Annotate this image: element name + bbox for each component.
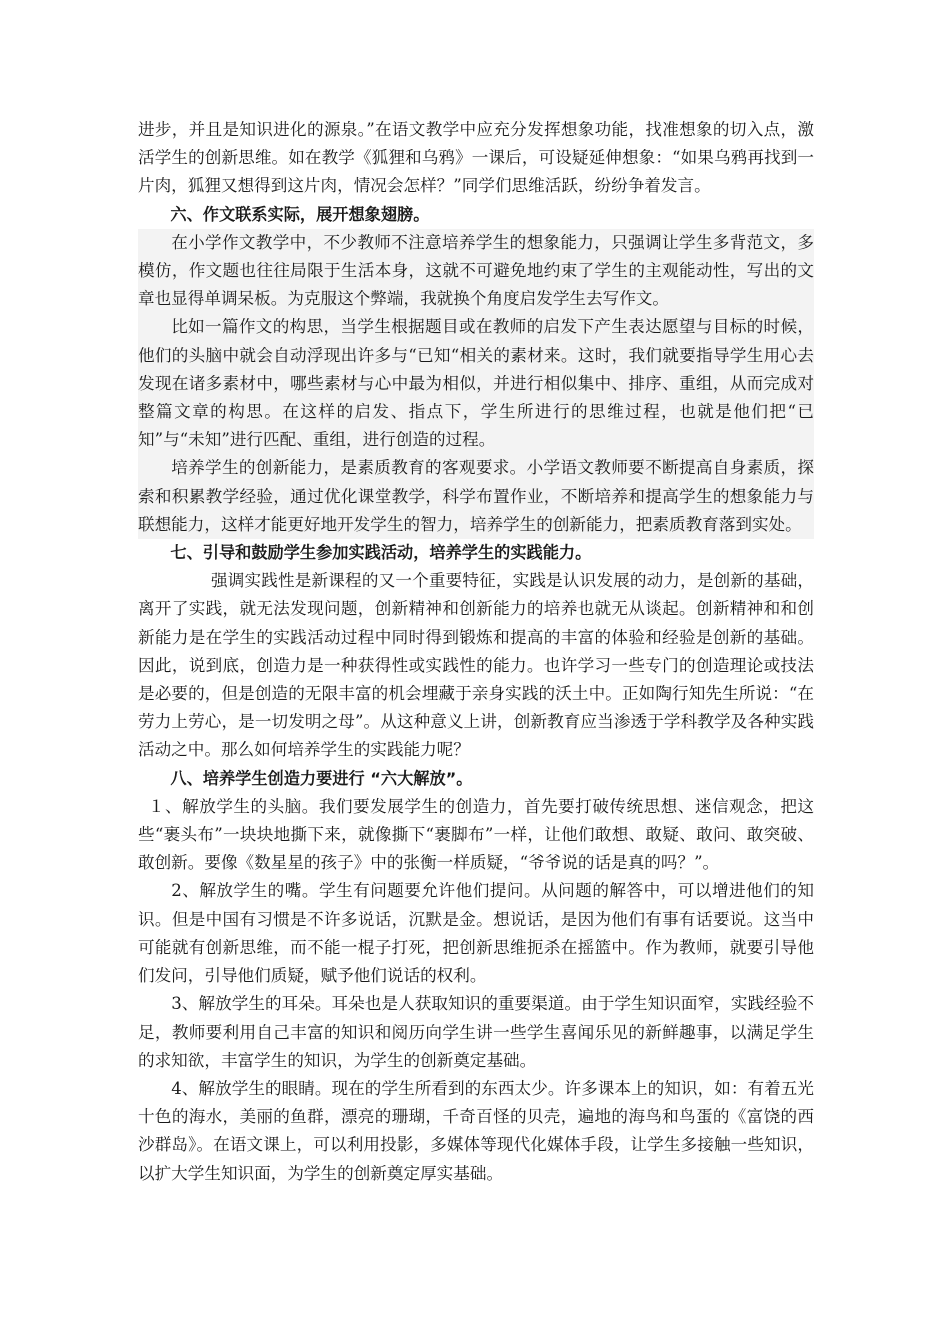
shaded-block xyxy=(138,229,814,539)
paragraph-liberate-mouth: 2、解放学生的嘴。学生有问题要允许他们提问。从问题的解答中，可以增进他们的知识。但是中国有习惯是不许多说话，沉默是金。想说话，是因为他们有事有话要说。这当中可能就有创新思维，而不能一棍子打死，把创新思维扼杀在摇篮中。作为教师，就要引导他们发问，引导他们质疑，赋予他们说话的权利。 xyxy=(138,881,814,986)
paragraph-innovation-ability: 培养学生的创新能力，是素质教育的客观要求。小学语文教师要不断提高自身素质，探索和积累教学经验，通过优化课堂教学，科学布置作业，不断培养和提高学生的想象能力与联想能力，这样才能更好地开发学生的智力，培养学生的创新能力，把素质教育落到实处。 xyxy=(138,458,814,534)
heading-section-6: 六、作文联系实际，展开想象翅膀。 xyxy=(170,204,430,224)
document-page xyxy=(138,116,814,1188)
paragraph-liberate-eyes: 4、解放学生的眼睛。现在的学生所看到的东西太少。许多课本上的知识，如：有着五光十色的海水，美丽的鱼群，漂亮的珊瑚，千奇百怪的贝壳，遍地的海鸟和鸟蛋的《富饶的西沙群岛》。在语文课上，可以利用投影，多媒体等现代化媒体手段，让学生多接触一些知识，以扩大学生知识面，为学生的创新奠定厚实基础。 xyxy=(138,1078,814,1183)
paragraph-intro: 进步，并且是知识进化的源泉。”在语文教学中应充分发挥想象功能，找准想象的切入点，激活学生的创新思维。如在教学《狐狸和乌鸦》一课后，可设疑延伸想象：“如果乌鸦再找到一片肉，狐狸又想得到这片肉，情况会怎样？”同学们思维活跃，纷纷争着发言。 xyxy=(138,120,814,196)
paragraph-practice: 强调实践性是新课程的又一个重要特征，实践是认识发展的动力，是创新的基础，离开了实践，就无法发现问题，创新精神和创新能力的培养也就无从谈起。创新精神和和创新能力是在学生的实践活动过程中同时得到锻炼和提高的丰富的体验和经验是创新的基础。因此，说到底，创造力是一种获得性或实践性的能力。也许学习一些专门的创造理论或技法是必要的，但是创造的无限丰富的机会埋藏于亲身实践的沃土中。正如陶行知先生所说：“在劳力上劳心，是一切发明之母”。从这种意义上讲，创新教育应当渗透于学科教学及各种实践活动之中。那么如何培养学生的实践能力呢？ xyxy=(138,571,814,760)
heading-section-8: 八、培养学生创造力要进行 “六大解放”。 xyxy=(170,768,473,788)
paragraph-liberate-mind: １、解放学生的头脑。我们要发展学生的创造力，首先要打破传统思想、迷信观念，把这些“裹头布”一块块地撕下来，就像撕下“裹脚布”一样，让他们敢想、敢疑、敢问、敢突破、敢创新。要像《数星星的孩子》中的张衡一样质疑，“爷爷说的话是真的吗？”。 xyxy=(138,796,814,873)
paragraph-composition-structure: 比如一篇作文的构思，当学生根据题目或在教师的启发下产生表达愿望与目标的时候，他们的头脑中就会自动浮现出许多与“已知“相关的素材来。这时，我们就要指导学生用心去发现在诸多素材中，哪些素材与心中最为相似，并进行相似集中、排序、重组，从而完成对整篇文章的构思。在这样的启发、指点下，学生所进行的思维过程，也就是他们把“已知”与“未知”进行匹配、重组，进行创造的过程。 xyxy=(138,317,814,450)
paragraph-composition-teaching: 在小学作文教学中，不少教师不注意培养学生的想象能力，只强调让学生多背范文，多模仿，作文题也往往局限于生活本身，这就不可避免地约束了学生的主观能动性，写出的文章也显得单调呆板。为克服这个弊端，我就换个角度启发学生去写作文。 xyxy=(138,232,814,309)
paragraph-liberate-ears: 3、解放学生的耳朵。耳朵也是人获取知识的重要渠道。由于学生知识面窄，实践经验不足，教师要利用自己丰富的知识和阅历向学生讲一些学生喜闻乐见的新鲜趣事，以满足学生的求知欲，丰富学生的知识，为学生的创新奠定基础。 xyxy=(138,994,814,1070)
heading-section-7: 七、引导和鼓励学生参加实践活动，培养学生的实践能力。 xyxy=(170,543,592,563)
